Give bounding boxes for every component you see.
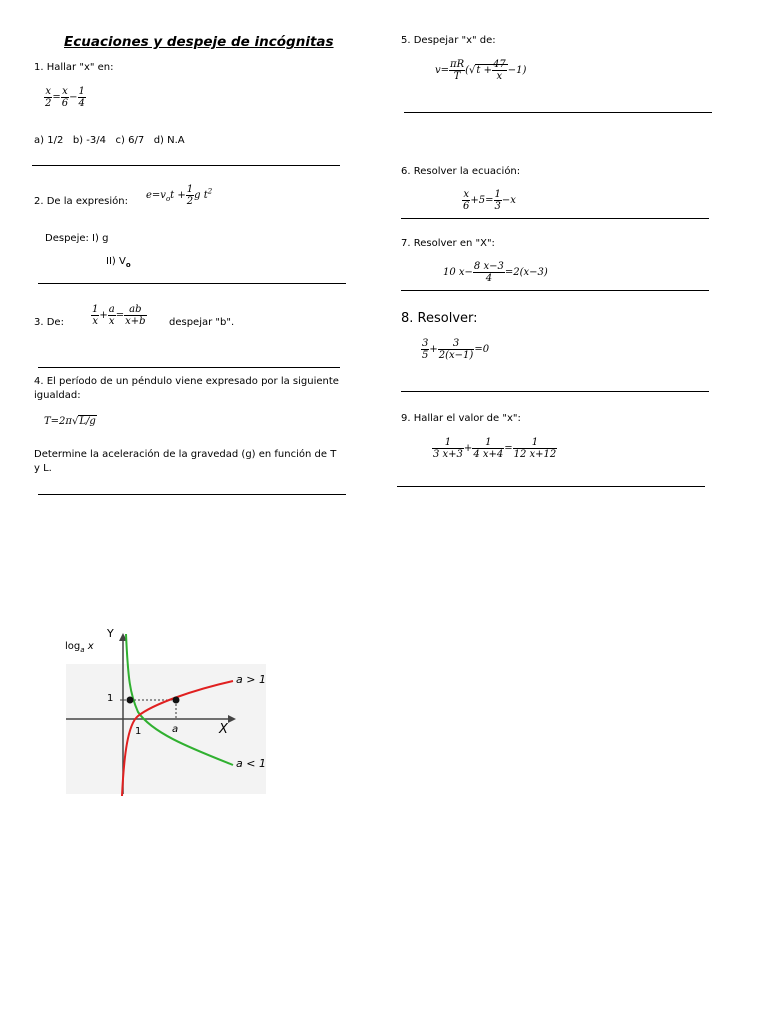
x-axis-label: X: [219, 722, 228, 737]
q8-equation: $\frac{3}{5}$ + $\frac{3}{2(x-1)}$ =0: [422, 338, 490, 361]
q4-prompt-line1: 4. El período de un péndulo viene expresado por la siguiente: [34, 376, 339, 387]
x-tick-label-1: 1: [135, 726, 142, 737]
q4-determine-line1: Determine la aceleración de la gravedad (g) en función de T: [34, 449, 337, 460]
q1-prompt: 1. Hallar "x" en:: [34, 62, 114, 73]
q4-determine-line2: y L.: [34, 463, 52, 474]
q6-answer-line: [401, 218, 709, 219]
log-graph: [58, 624, 268, 799]
q5-prompt: 5. Despejar "x" de:: [401, 35, 496, 46]
q2-equation: $e=v_ot$ + $\frac{1}{2}$ g $t^2$: [146, 184, 213, 207]
q6-prompt: 6. Resolver la ecuación:: [401, 166, 521, 177]
q9-answer-line: [397, 486, 705, 487]
q2-despeje-i: Despeje: I) g: [45, 233, 109, 244]
q5-answer-line: [404, 112, 712, 113]
q3-prompt: 3. De:: [34, 317, 64, 328]
q1-options: a) 1/2 b) -3/4 c) 6/7 d) N.A: [34, 135, 185, 146]
q9-prompt: 9. Hallar el valor de "x":: [401, 413, 521, 424]
y-axis-label: Y: [107, 627, 114, 640]
q3-instruction: despejar "b".: [169, 317, 235, 328]
q8-answer-line: [401, 391, 709, 392]
y-label: $\log_a x$: [65, 641, 94, 654]
q7-equation: 10 x− $\frac{8 x-3}{4}$ =2(x−3): [443, 261, 548, 284]
q4-prompt-line2: igualdad:: [34, 390, 81, 401]
q5-equation: v= $\frac{\pi R}{T}$ (√t + $\frac{47}{x}$ −1): [435, 59, 527, 82]
q7-answer-line: [401, 290, 709, 291]
x-tick-label-a: a: [172, 724, 179, 735]
q1-equation: $\frac{x}{2}$ = $\frac{x}{6}$ − $\frac{1}{4}$: [45, 86, 85, 109]
q2-despeje-ii: II) $V_o$: [106, 256, 131, 269]
q3-answer-line: [38, 367, 340, 368]
q4-equation: T=2π√L/g: [44, 416, 96, 427]
page-title: Ecuaciones y despeje de incógnitas: [64, 34, 334, 50]
label-a-less-1: a < 1: [236, 757, 266, 770]
point-a: [173, 697, 180, 704]
q8-prompt: 8. Resolver:: [401, 311, 478, 326]
q6-equation: $\frac{x}{6}$ +5= $\frac{1}{3}$ −x: [463, 189, 516, 212]
q7-prompt: 7. Resolver en "X":: [401, 238, 495, 249]
q2-prompt: 2. De la expresión:: [34, 196, 128, 207]
label-a-greater-1: a > 1: [236, 673, 266, 686]
q9-equation: $\frac{1}{3 x+3}$ + $\frac{1}{4 x+4}$ = $\frac{1}{12 x+12}$: [433, 437, 557, 460]
q2-answer-line: [38, 283, 346, 284]
q1-answer-line: [32, 165, 340, 166]
point-1: [127, 697, 134, 704]
q3-equation: $\frac{1}{x}$ + $\frac{a}{x}$ = $\frac{ab}{x+b}$: [92, 304, 146, 327]
q4-answer-line: [38, 494, 346, 495]
y-tick-label-1: 1: [107, 693, 114, 704]
